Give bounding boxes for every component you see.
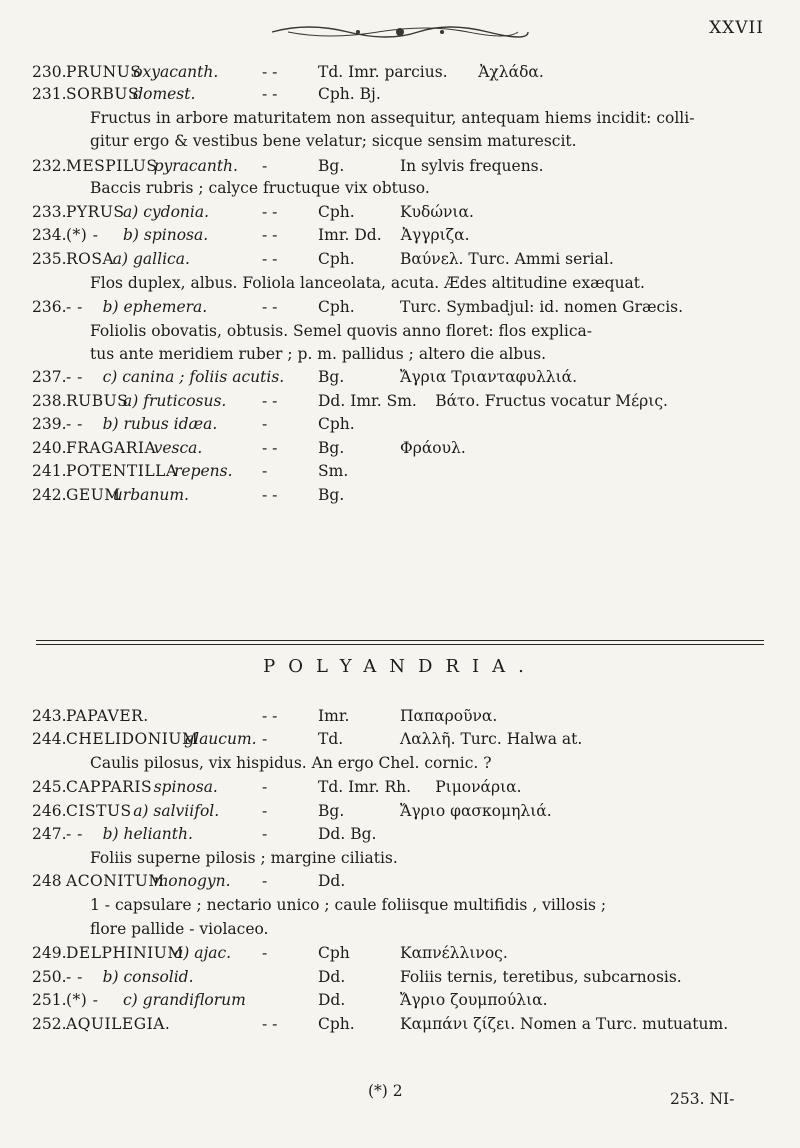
genus-name: CHELIDONIUM bbox=[66, 730, 199, 748]
species-name: monogyn. bbox=[153, 872, 231, 890]
locality-abbrev: Cph. bbox=[318, 250, 355, 268]
entry-dash: - bbox=[262, 872, 268, 890]
locality-abbrev: Sm. bbox=[318, 462, 349, 480]
entry-note: gitur ergo & vestibus bene velatur; sicque sensim maturescit. bbox=[90, 132, 577, 150]
entry-note: flore pallide - violaceo. bbox=[90, 920, 269, 938]
locality-abbrev: Cph. bbox=[318, 298, 355, 316]
entry-number: 241. bbox=[32, 462, 67, 480]
entry-dash: - bbox=[262, 157, 268, 175]
locality-abbrev: Cph. bbox=[318, 203, 355, 221]
entry-dash: - bbox=[262, 778, 268, 796]
species-name: urbanum. bbox=[112, 486, 189, 504]
entry-dash: - bbox=[262, 415, 268, 433]
genus-name: GEUM bbox=[66, 486, 121, 504]
entry-note: Foliis superne pilosis ; margine ciliatis. bbox=[90, 849, 398, 867]
genus-name: PRUNUS bbox=[66, 63, 142, 81]
entry-dash: - - bbox=[262, 85, 278, 103]
entry-dash: - - bbox=[262, 392, 278, 410]
locality-abbrev: Bg. bbox=[318, 368, 345, 386]
entry-note: Caulis pilosus, vix hispidus. An ergo Chel. cornic. ? bbox=[90, 754, 492, 772]
entry-note: Βαύνελ. Turc. Ammi serial. bbox=[400, 250, 614, 268]
locality-abbrev: Bg. bbox=[318, 486, 345, 504]
genus-name: PYRUS bbox=[66, 203, 125, 221]
locality-abbrev: Cph bbox=[318, 944, 350, 962]
entry-number: 244. bbox=[32, 730, 67, 748]
genus-name: - - bbox=[66, 825, 83, 843]
entry-note: Ριμονάρια. bbox=[435, 778, 522, 796]
entry-number: 234. bbox=[32, 226, 67, 244]
genus-name: - - bbox=[66, 968, 83, 986]
locality-abbrev: Bg. bbox=[318, 157, 345, 175]
species-name: b) helianth. bbox=[102, 825, 193, 843]
ornament-vignette bbox=[268, 24, 532, 40]
genus-name: MESPILUS bbox=[66, 157, 158, 175]
species-name: c) grandiflorum bbox=[123, 991, 246, 1009]
entry-number: 236. bbox=[32, 298, 67, 316]
genus-name: AQUILEGIA. bbox=[66, 1015, 171, 1033]
entry-number: 240. bbox=[32, 439, 67, 457]
entry-note: Παπαροῦνα. bbox=[400, 707, 498, 725]
species-name: vesca. bbox=[153, 439, 203, 457]
species-name: spinosa. bbox=[153, 778, 218, 796]
genus-name: CAPPARIS bbox=[66, 778, 153, 796]
genus-name: - - bbox=[66, 415, 83, 433]
entry-number: 246. bbox=[32, 802, 67, 820]
species-name: a) salviifol. bbox=[133, 802, 220, 820]
species-name: a) cydonia. bbox=[123, 203, 210, 221]
entry-dash: - - bbox=[262, 486, 278, 504]
locality-abbrev: Td. Imr. Rh. bbox=[318, 778, 412, 796]
species-name: c) canina ; foliis acutis. bbox=[102, 368, 285, 386]
species-name: a) gallica. bbox=[112, 250, 190, 268]
entry-number: 243. bbox=[32, 707, 67, 725]
species-name: a) ajac. bbox=[174, 944, 232, 962]
entry-note: Ἄγριο ζουμπούλια. bbox=[400, 991, 548, 1009]
entry-note: tus ante meridiem ruber ; p. m. pallidus ; altero die albus. bbox=[90, 345, 547, 363]
genus-name: DELPHINIUM bbox=[66, 944, 184, 962]
entry-note: Λαλλῆ. Turc. Halwa at. bbox=[400, 730, 583, 748]
entry-number: 238. bbox=[32, 392, 67, 410]
entry-number: 252. bbox=[32, 1015, 67, 1033]
genus-name: FRAGARIA bbox=[66, 439, 157, 457]
entry-number: 231. bbox=[32, 85, 67, 103]
entry-note: Foliolis obovatis, obtusis. Semel quovis anno floret: flos explica- bbox=[90, 322, 592, 340]
entry-dash: - - bbox=[262, 203, 278, 221]
entry-note: Baccis rubris ; calyce fructuque vix obtuso. bbox=[90, 179, 430, 197]
locality-abbrev: Bg. bbox=[318, 802, 345, 820]
entry-dash: - - bbox=[262, 439, 278, 457]
genus-name: RUBUS bbox=[66, 392, 129, 410]
locality-abbrev: Imr. bbox=[318, 707, 350, 725]
entry-dash: - - bbox=[262, 250, 278, 268]
entry-note: Foliis ternis, teretibus, subcarnosis. bbox=[400, 968, 682, 986]
genus-name: SORBUS bbox=[66, 85, 140, 103]
entry-dash: - - bbox=[262, 226, 278, 244]
entry-note: In sylvis frequens. bbox=[400, 157, 544, 175]
entry-note: Καμπάνι ζίζει. Nomen a Turc. mutuatum. bbox=[400, 1015, 729, 1033]
entry-number: 237. bbox=[32, 368, 67, 386]
species-name: b) rubus idæa. bbox=[102, 415, 218, 433]
genus-name: - - bbox=[66, 368, 83, 386]
entry-note: 1 - capsulare ; nectario unico ; caule foliisque multifidis , villosis ; bbox=[90, 896, 607, 914]
species-name: oxyacanth. bbox=[133, 63, 219, 81]
genus-name: POTENTILLA bbox=[66, 462, 178, 480]
genus-name: ROSA bbox=[66, 250, 115, 268]
entry-number: 245. bbox=[32, 778, 67, 796]
genus-name: CISTUS bbox=[66, 802, 132, 820]
entry-dash: - - bbox=[262, 63, 278, 81]
page-number: XXVII bbox=[709, 18, 764, 38]
entry-note: Φράουλ. bbox=[400, 439, 466, 457]
entry-number: 247. bbox=[32, 825, 67, 843]
entry-note: Turc. Symbadjul: id. nomen Græcis. bbox=[400, 298, 684, 316]
species-name: b) ephemera. bbox=[102, 298, 208, 316]
locality-abbrev: Bg. bbox=[318, 439, 345, 457]
locality-abbrev: Cph. bbox=[318, 1015, 355, 1033]
entry-number: 235. bbox=[32, 250, 67, 268]
locality-abbrev: Dd. bbox=[318, 968, 346, 986]
entry-note: Ἀχλάδα. bbox=[478, 63, 544, 81]
entry-note: Ἄγρια Τριανταφυλλιά. bbox=[400, 368, 578, 386]
species-name: b) consolid. bbox=[102, 968, 194, 986]
genus-name: - - bbox=[66, 298, 83, 316]
entry-number: 251. bbox=[32, 991, 67, 1009]
locality-abbrev: Dd. Bg. bbox=[318, 825, 377, 843]
entry-note: Βάτο. Fructus vocatur Μέρις. bbox=[435, 392, 668, 410]
entry-number: 232. bbox=[32, 157, 67, 175]
locality-abbrev: Dd. bbox=[318, 872, 346, 890]
species-name: pyracanth. bbox=[153, 157, 238, 175]
entry-dash: - bbox=[262, 730, 268, 748]
entry-number: 230. bbox=[32, 63, 67, 81]
entry-dash: - - bbox=[262, 298, 278, 316]
entry-number: 250. bbox=[32, 968, 67, 986]
genus-name: ACONITUM bbox=[66, 872, 165, 890]
entry-dash: - - bbox=[262, 707, 278, 725]
entry-number: 242. bbox=[32, 486, 67, 504]
entry-number: 249. bbox=[32, 944, 67, 962]
genus-name: (*) - bbox=[66, 226, 99, 244]
genus-name: (*) - bbox=[66, 991, 99, 1009]
signature-mark: (*) 2 bbox=[368, 1082, 403, 1100]
entry-dash: - bbox=[262, 462, 268, 480]
entry-dash: - - bbox=[262, 1015, 278, 1033]
entry-note: Fructus in arbore maturitatem non assequitur, antequam hiems incidit: colli- bbox=[90, 109, 695, 127]
locality-abbrev: Cph. bbox=[318, 415, 355, 433]
entry-note: Καπνέλλινος. bbox=[400, 944, 508, 962]
entry-dash: - bbox=[262, 825, 268, 843]
entry-dash: - bbox=[262, 944, 268, 962]
entry-note: Ἄγριο φασκομηλιά. bbox=[400, 802, 552, 820]
entry-number: 233. bbox=[32, 203, 67, 221]
section-divider bbox=[36, 640, 764, 645]
species-name: glaucum. bbox=[184, 730, 257, 748]
locality-abbrev: Cph. Bj. bbox=[318, 85, 381, 103]
entry-number: 248 bbox=[32, 872, 62, 890]
locality-abbrev: Dd. bbox=[318, 991, 346, 1009]
species-name: repens. bbox=[174, 462, 233, 480]
locality-abbrev: Dd. Imr. Sm. bbox=[318, 392, 417, 410]
entry-note: Ἀγγριζα. bbox=[400, 226, 470, 244]
locality-abbrev: Td. bbox=[318, 730, 344, 748]
entry-dash: - bbox=[262, 802, 268, 820]
species-name: domest. bbox=[133, 85, 196, 103]
locality-abbrev: Td. Imr. parcius. bbox=[318, 63, 448, 81]
section-title: POLYANDRIA. bbox=[263, 656, 537, 677]
entry-note: Κυδώνια. bbox=[400, 203, 474, 221]
genus-name: PAPAVER. bbox=[66, 707, 149, 725]
catchword: 253. NI- bbox=[670, 1090, 735, 1108]
entry-number: 239. bbox=[32, 415, 67, 433]
entry-note: Flos duplex, albus. Foliola lanceolata, acuta. Ædes altitudine exæquat. bbox=[90, 274, 645, 292]
species-name: b) spinosa. bbox=[123, 226, 209, 244]
locality-abbrev: Imr. Dd. bbox=[318, 226, 382, 244]
species-name: a) fruticosus. bbox=[123, 392, 227, 410]
